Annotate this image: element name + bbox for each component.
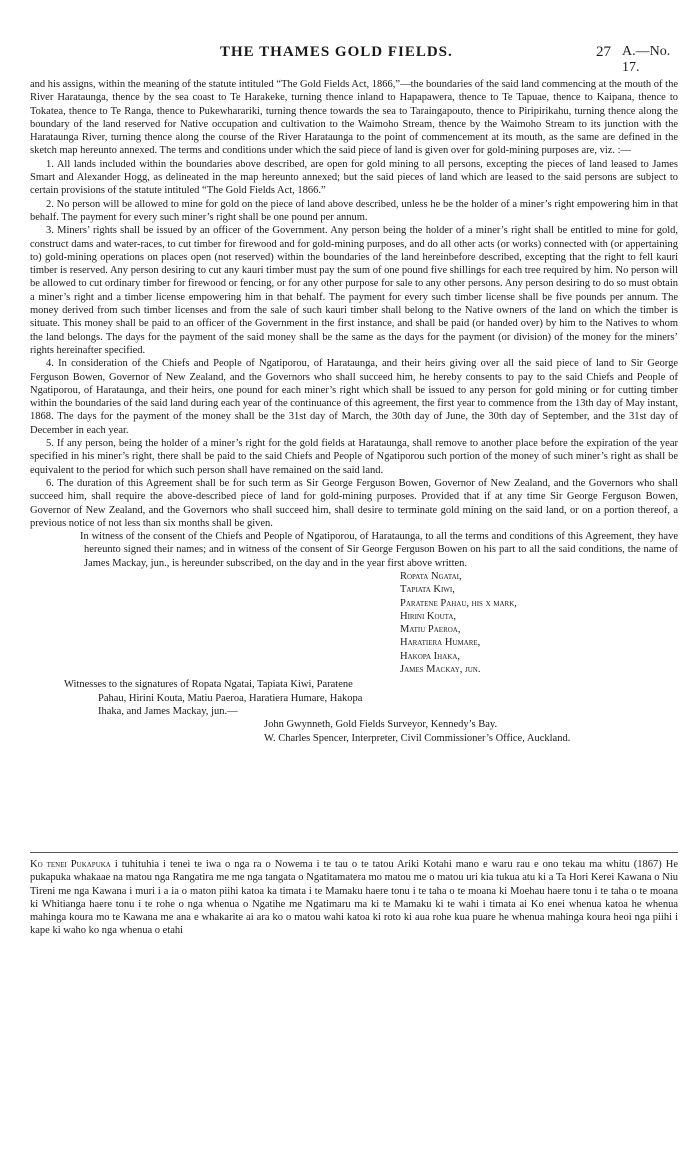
signatory: Haratiera Humare, xyxy=(400,637,481,649)
witness-signer: John Gwynneth, Gold Fields Surveyor, Kennedy’s Bay. xyxy=(264,719,498,731)
witnesses-intro: Witnesses to the signatures of Ropata Ngatai, Tapiata Kiwi, Paratene xyxy=(64,679,353,691)
signatory: James Mackay, jun. xyxy=(400,664,481,676)
running-title: THE THAMES GOLD FIELDS. xyxy=(220,44,453,60)
signatories-list xyxy=(400,570,678,676)
maori-agreement-text xyxy=(30,858,678,938)
paragraph-clause-6: 6. The duration of this Agreement shall be for such term as Sir George Ferguson Bowen, Governor of New Zealand, and the Governors who shall succeed him, shall require the above-described piece of land for gold-mining purposes. Provided that if at any time Sir George Ferguson Bowen, Governor of New Zealand, and the Governors who shall succeed him, shall desire to terminate gold mining on the said land, or on a portion thereof, a previous notice of not less than six months shall be given. xyxy=(30,477,678,529)
section-divider xyxy=(30,852,678,853)
signatory: Ropata Ngatai, xyxy=(400,570,462,582)
paragraph-boundaries: and his assigns, within the meaning of the statute intituled “The Gold Fields Act, 1866,”—the boundaries of the said land commencing at the mouth of the River Harataunga, thence by the sea coast to Te Harakeke, turning thence inland to Hapapawera, thence to Te Tapuae, thence to Kaipana, thence to Tokatea, thence to Te Ranga, thence to Pukewharariki, turning thence towards the sea to Taraingapouto, thence to Piripirikahu, turning thence along the boundary of the land reserved for Native occupation and cultivation to the Waimoho Stream, thence by the Waimoho Stream to its junction with the Harataunga River, turning thence along the course of the River Harataunga to the point of commencement at its mouth, as the same are defined in the sketch map hereunto annexed. The terms and conditions under which the said piece of land is given over for gold-mining purposes are, viz. :— xyxy=(30,79,678,157)
agreement-body xyxy=(30,78,678,745)
page-header xyxy=(30,44,678,75)
witnesses-intro: Pahau, Hirini Kouta, Matiu Paeroa, Haratiera Humare, Hakopa xyxy=(98,692,363,704)
witness-signer: W. Charles Spencer, Interpreter, Civil Commissioner’s Office, Auckland. xyxy=(264,732,571,744)
witnesses-block xyxy=(64,678,678,744)
signatory: Matiu Paeroa, xyxy=(400,624,461,636)
maori-paragraph xyxy=(30,858,678,938)
witness-clause: In witness of the consent of the Chiefs and People of Ngatiporou, of Harataunga, to all the terms and conditions of this Agreement, they have hereunto signed their names; and in witness of the consent of Sir George Ferguson Bowen on his part to all the said conditions, the name of James Mackay, jun., is hereunder subscribed, on the day and in the year first above written. xyxy=(80,531,678,569)
signatory: Hakopa Ihaka, xyxy=(400,650,461,662)
witnesses-intro: Ihaka, and James Mackay, jun.— xyxy=(98,705,238,717)
maori-body: i tuhituhia i tenei te iwa o nga ra o Nowema i te tau o te tatou Ariki Kotahi mano e waru rau e ono tekau ma whitu (1867) He pukapuka whakaae na matou nga Rangatira me me nga tangata o Ngatitamatera mo matou me o matou uri kia tukua atu ki a Ta Hori Kerei Kawana o Niu Tireni me nga Kawana i muri i a ia o maton piihi katoa ka timata i te Mamaku haere tonu i te taha o te moana ki Moehau haere tonu i te taha o te moana ki Whitianga haere tonu i te rohe o nga whenua o Ngatihe me Ngatimaru ma ki te Mamaku ki te wahi i timata ai Ko enei whenua katoa he whenua mahinga koura mo te Kawana me ana e whakarite ai ara ko o matou wahi katoa ki roto ki aua rohe kua puare he whenua mahinga koura heoi nga piihi i kape ki waho ko nga whenua o etahi xyxy=(30,859,678,937)
paragraph-clause-1: 1. All lands included within the boundaries above described, are open for gold mining to all persons, excepting the pieces of land leased to James Smart and Alexander Hogg, as delineated in the map hereunto annexed; but the said pieces of land which are leased to the said persons are subject to certain provisions of the statute intituled “The Gold Fields Act, 1866.” xyxy=(30,158,678,197)
signatory: Hirini Kouta, xyxy=(400,610,457,622)
page-number: 27 xyxy=(596,44,611,60)
document-reference: A.—No. 17. xyxy=(622,44,671,75)
maori-lead: Ko tenei Pukapuka xyxy=(30,859,111,870)
signatory: Tapiata Kiwi, xyxy=(400,584,455,596)
paragraph-clause-5: 5. If any person, being the holder of a miner’s right for the gold fields at Harataunga, shall remove to another place before the expiration of the year specified in his miner’s right, there shall be paid to the said Chiefs and People of Ngatiporou such portion of the money of such miner’s right as shall be equivalent to the period for which such person shall have remained on the said land. xyxy=(30,438,678,476)
signatory: Paratene Pahau, his x mark, xyxy=(400,597,517,609)
paragraph-clause-3: 3. Miners’ rights shall be issued by an officer of the Government. Any person being the holder of a miner’s right shall be entitled to mine for gold, construct dams and water-races, to cut timber for firewood and for gold-mining purposes, and do all other acts (or works) connected with (or appertaining to) gold-mining operations on places open (not reserved) within the boundaries of the land hereinbefore described, excepting that the right to fell kauri timber is reserved. Any person desiring to cut any kauri timber must pay the sum of one pound five shillings for each tree required by him. No person will be allowed to cut ordinary timber for firewood or fencing, or for any other purpose for sale to any other persons. Any person desiring to do so must obtain a miner’s right and a timber license empowering him in that behalf. The payment for every such timber license shall be five pounds per annum. The money derived from such timber licenses and from the sale of such kauri timber shall belong to the Native owners of the land on which the timber is situate. This money shall be paid to an officer of the Government in the first instance, and shall be paid (or handed over) by him to the Natives to whom the land belongs. The days for the payment of the said money shall be the same as the days for the payment (or division) of the money for the miners’ rights hereinafter specified. xyxy=(30,225,678,356)
paragraph-clause-4: 4. In consideration of the Chiefs and People of Ngatiporou, of Harataunga, and their heirs giving over all the said piece of land to Sir George Ferguson Bowen, Governor of New Zealand, and the Governors who shall succeed him, he hereby consents to pay to the said Chiefs and People of Ngatiporou, of Harataunga, and their heirs, one pound for each miner’s right which shall be issued to any person for gold mining or for cutting timber within the boundaries of the said land during each year of the continuance of this agreement, the first year to commence from the 13th day of May instant, 1868. The days for the payment of the money shall be the 31st day of March, the 30th day of June, the 30th day of September, and the 31st day of December in each year. xyxy=(30,358,678,436)
paragraph-clause-2: 2. No person will be allowed to mine for gold on the piece of land above described, unless he be the holder of a miner’s right empowering him in that behalf. The payment for every such miner’s right shall be one pound per annum. xyxy=(30,198,678,223)
